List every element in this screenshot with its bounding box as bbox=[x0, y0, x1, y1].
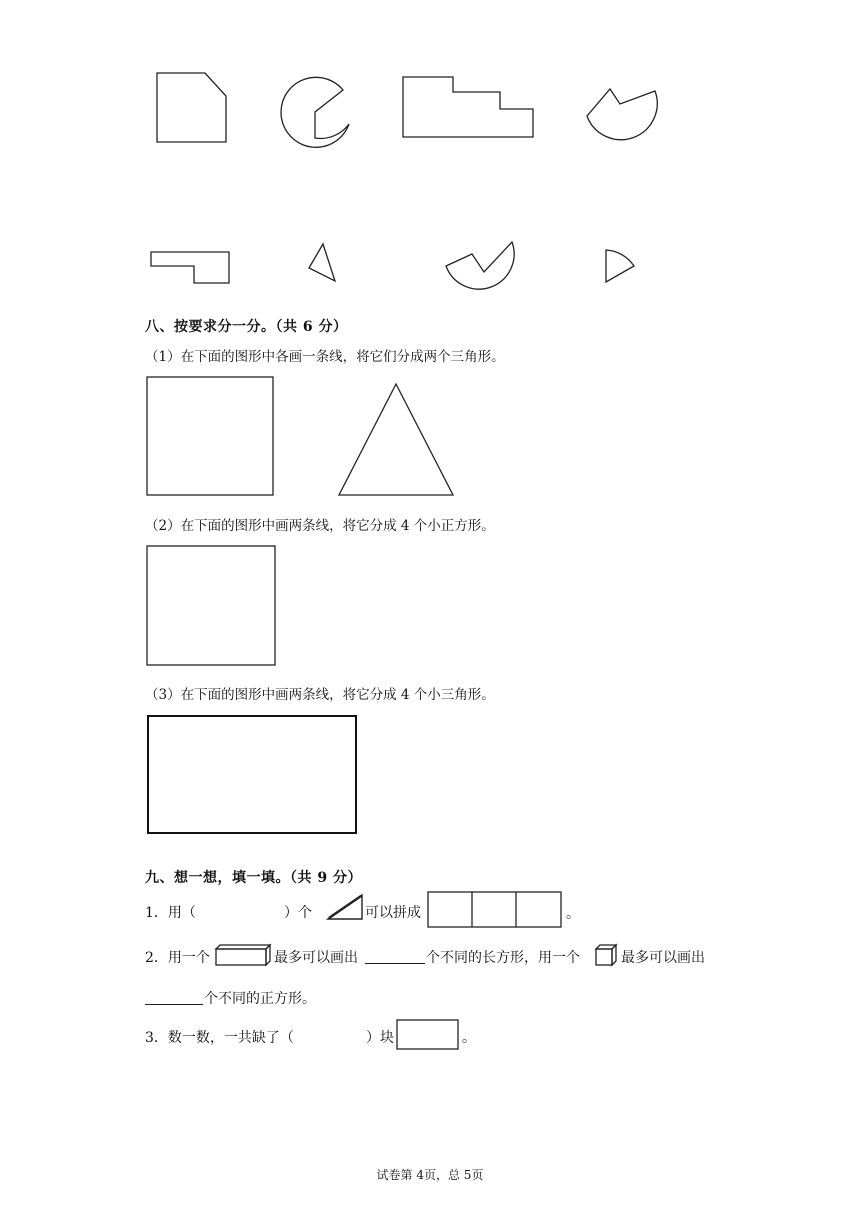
square-to-divide-2[interactable] bbox=[146, 545, 278, 667]
item-9-2-part-e: 个不同的正方形。 bbox=[204, 991, 316, 1007]
rectangle-to-divide[interactable] bbox=[146, 714, 360, 836]
item-text: 用（ bbox=[167, 905, 196, 921]
question-8-2-text: （2）在下面的图形中画两条线，将它分成 4 个小正方形。 bbox=[145, 518, 495, 534]
square-to-divide-1[interactable] bbox=[146, 376, 276, 498]
item-9-1-part-b: ）个 bbox=[284, 905, 312, 921]
item-number: 2． bbox=[145, 950, 168, 966]
item-number: 3． bbox=[145, 1030, 168, 1046]
brick-rectangle-icon bbox=[396, 1019, 460, 1051]
thin-triangle-shape bbox=[304, 240, 340, 286]
item-9-2-part-a bbox=[145, 947, 210, 967]
staircase-shape bbox=[398, 72, 543, 144]
question-8-3-text: （3）在下面的图形中画两条线，将它分成 4 个小三角形。 bbox=[145, 687, 495, 703]
cuboid-icon bbox=[214, 943, 272, 967]
cut-sector-shape bbox=[440, 236, 518, 288]
l-shaped-bar-shape bbox=[146, 248, 236, 288]
sector-with-notch-shape bbox=[582, 84, 664, 148]
page-footer: 试卷第 4页，总 5页 bbox=[376, 1168, 484, 1182]
item-9-1-part-a bbox=[145, 902, 196, 922]
item-9-2-part-d: 最多可以画出 bbox=[621, 950, 705, 966]
item-9-3-part-a bbox=[145, 1027, 294, 1047]
section-8-heading: 八、按要求分一分。（共 6 分） bbox=[145, 319, 348, 335]
three-square-strip-icon bbox=[427, 891, 563, 929]
triangle-to-divide[interactable] bbox=[336, 382, 458, 498]
item-9-3-part-c: 。 bbox=[462, 1030, 476, 1046]
item-9-2-part-c: 个不同的长方形，用一个 bbox=[426, 950, 580, 966]
item-number: 1． bbox=[145, 905, 168, 921]
section-9-heading: 九、想一想，填一填。（共 9 分） bbox=[145, 870, 362, 886]
cube-icon bbox=[594, 943, 618, 967]
answer-blank-rectangles[interactable] bbox=[365, 950, 425, 964]
item-9-2-part-b: 最多可以画出 bbox=[274, 950, 358, 966]
question-8-1-text: （1）在下面的图形中各画一条线，将它们分成两个三角形。 bbox=[145, 349, 505, 365]
item-text: 数一数，一共缺了（ bbox=[167, 1030, 294, 1046]
quarter-sector-shape bbox=[600, 244, 640, 286]
item-9-1-part-d: 。 bbox=[566, 906, 580, 922]
item-9-3-part-b: ）块 bbox=[366, 1030, 394, 1046]
answer-blank-squares[interactable] bbox=[145, 991, 203, 1005]
pacman-circle-shape bbox=[275, 70, 355, 150]
item-text: 用一个 bbox=[167, 950, 210, 966]
pentagon-cut-square-shape bbox=[150, 66, 235, 150]
right-triangle-icon bbox=[326, 892, 366, 922]
item-9-1-part-c: 可以拼成 bbox=[365, 905, 421, 921]
